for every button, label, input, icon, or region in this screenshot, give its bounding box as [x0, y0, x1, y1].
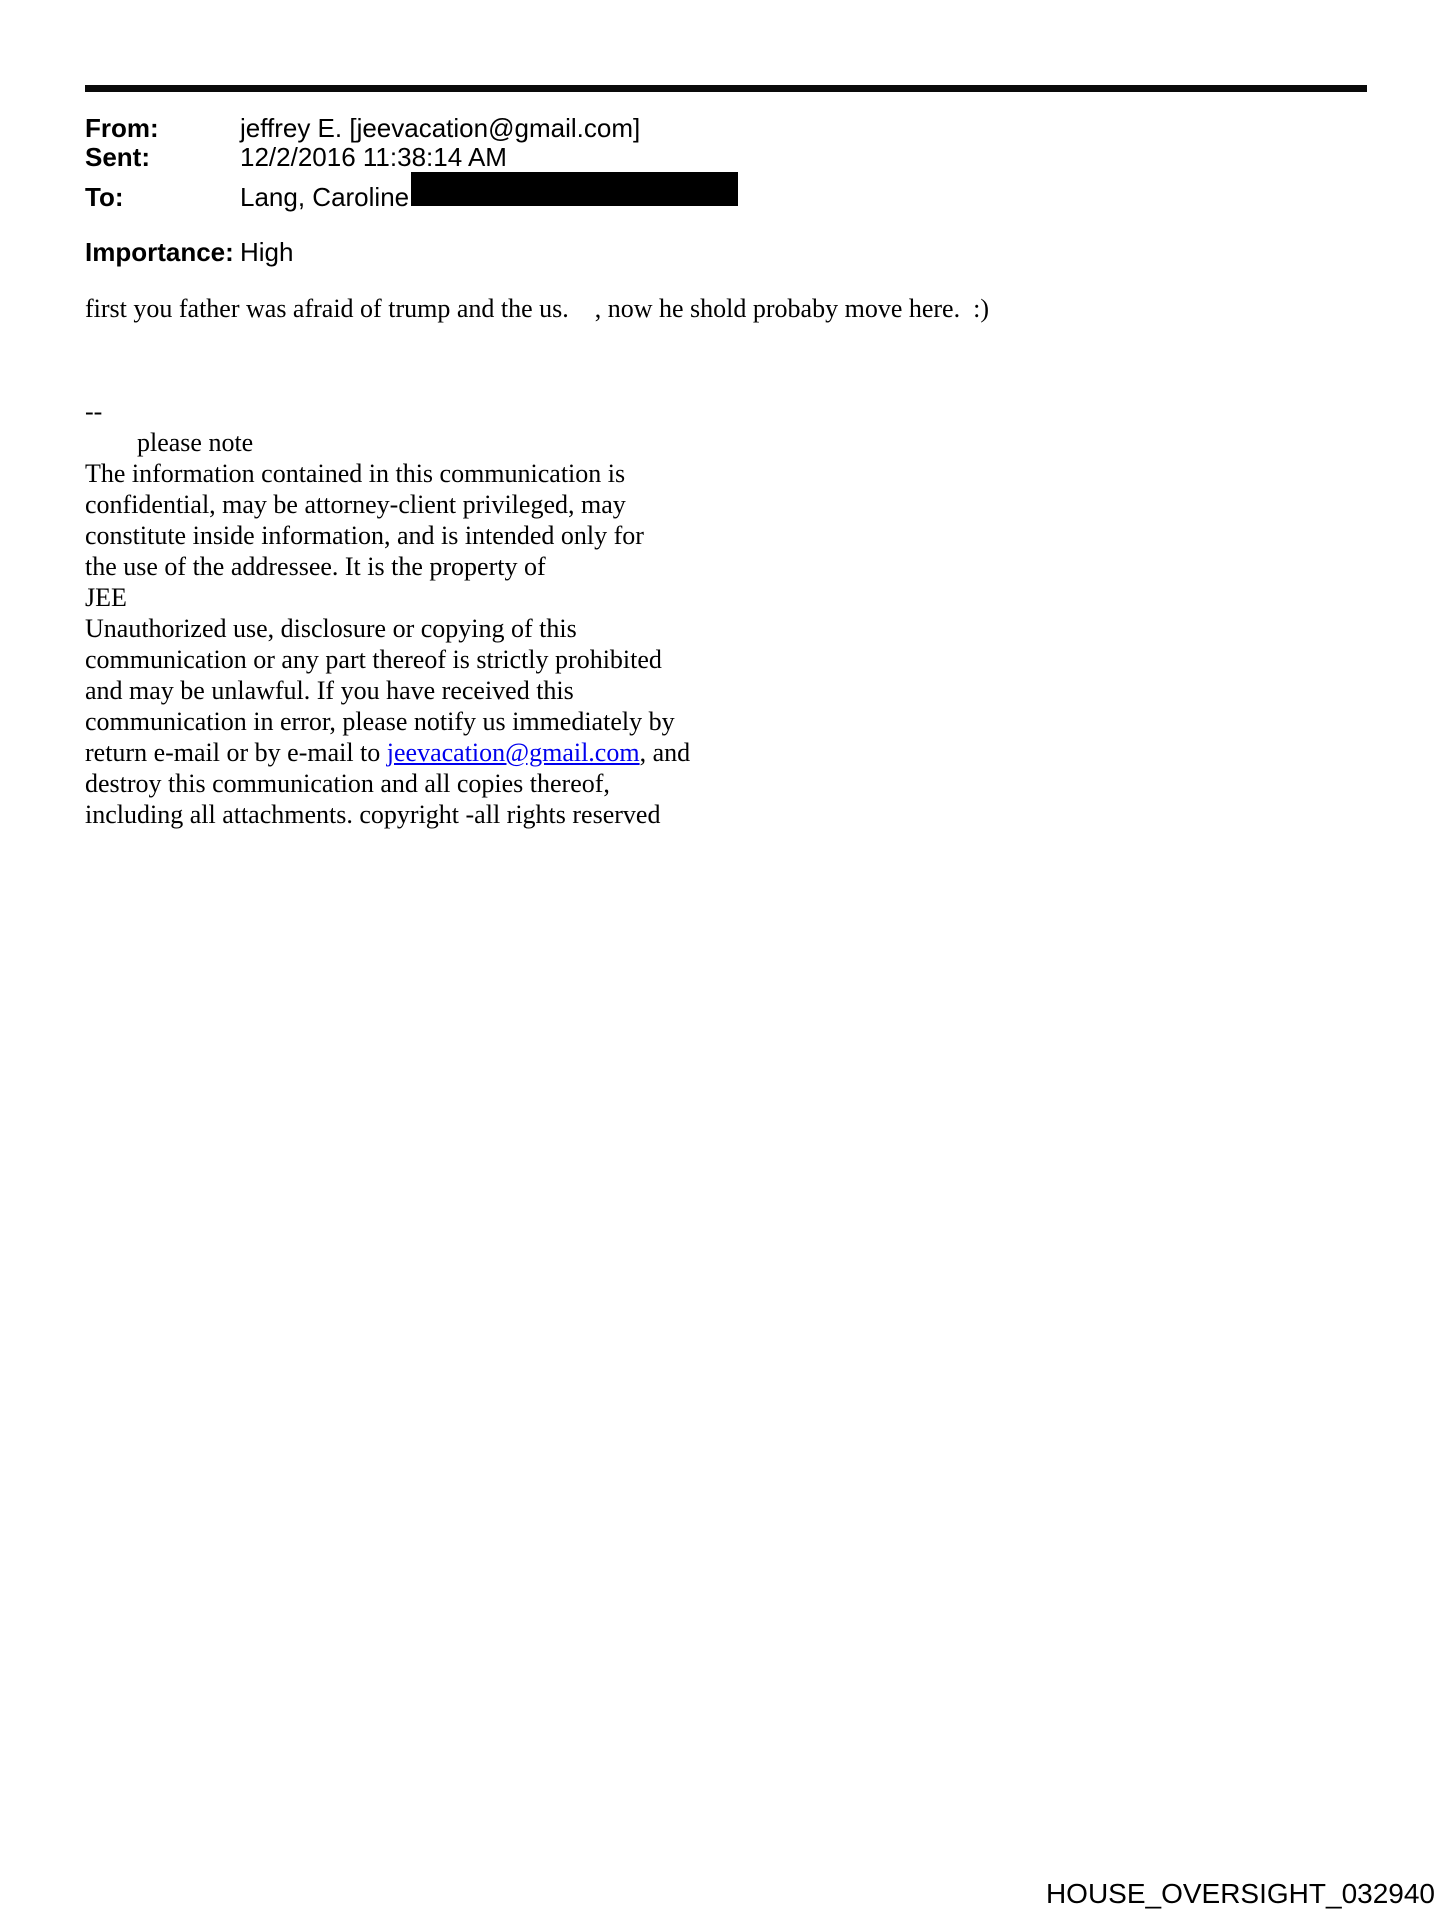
disclaimer-line: communication or any part thereof is strictly prohibited — [85, 645, 662, 674]
header-row-to — [85, 172, 738, 212]
link-line-prefix: return e-mail or by e-mail to — [85, 738, 387, 767]
sent-value: 12/2/2016 11:38:14 AM — [240, 142, 507, 172]
signature-block — [85, 396, 785, 830]
header-divider-rule — [85, 85, 1367, 92]
signature-separator: -- — [85, 397, 103, 426]
from-value: jeffrey E. [jeevacation@gmail.com] — [240, 113, 641, 143]
header-row-from — [85, 114, 738, 143]
email-body-text: first you father was afraid of trump and the us. , now he shold probaby move here. :) — [85, 294, 989, 323]
disclaimer-line: the use of the addressee. It is the property of — [85, 552, 546, 581]
disclaimer-link-line — [85, 737, 785, 768]
to-label: To: — [85, 182, 124, 212]
disclaimer-line: communication in error, please notify us immediately by — [85, 707, 675, 736]
disclaimer-line: destroy this communication and all copies thereof, — [85, 769, 610, 798]
signature-note: please note — [85, 428, 254, 457]
disclaimer-line: and may be unlawful. If you have received this — [85, 676, 574, 705]
bates-number: HOUSE_OVERSIGHT_032940 — [1045, 1878, 1435, 1909]
header-row-sent — [85, 143, 738, 172]
from-label: From: — [85, 113, 159, 143]
disclaimer-line: Unauthorized use, disclosure or copying of this — [85, 614, 577, 643]
to-value: Lang, Caroline — [240, 182, 410, 212]
email-address-link[interactable]: jeevacation@gmail.com — [386, 738, 640, 767]
importance-label: Importance: — [85, 237, 234, 267]
disclaimer-line: including all attachments. copyright -all rights reserved — [85, 800, 661, 829]
redaction-bar — [411, 172, 738, 206]
email-header-block — [85, 114, 738, 212]
importance-value: High — [240, 237, 294, 267]
link-line-suffix: , and — [639, 738, 691, 767]
disclaimer-line: The information contained in this communication is — [85, 459, 626, 488]
disclaimer-line: constitute inside information, and is intended only for — [85, 521, 644, 550]
sent-label: Sent: — [85, 142, 150, 172]
disclaimer-line: confidential, may be attorney-client privileged, may — [85, 490, 626, 519]
header-row-importance — [85, 238, 293, 267]
disclaimer-line: JEE — [85, 583, 127, 612]
